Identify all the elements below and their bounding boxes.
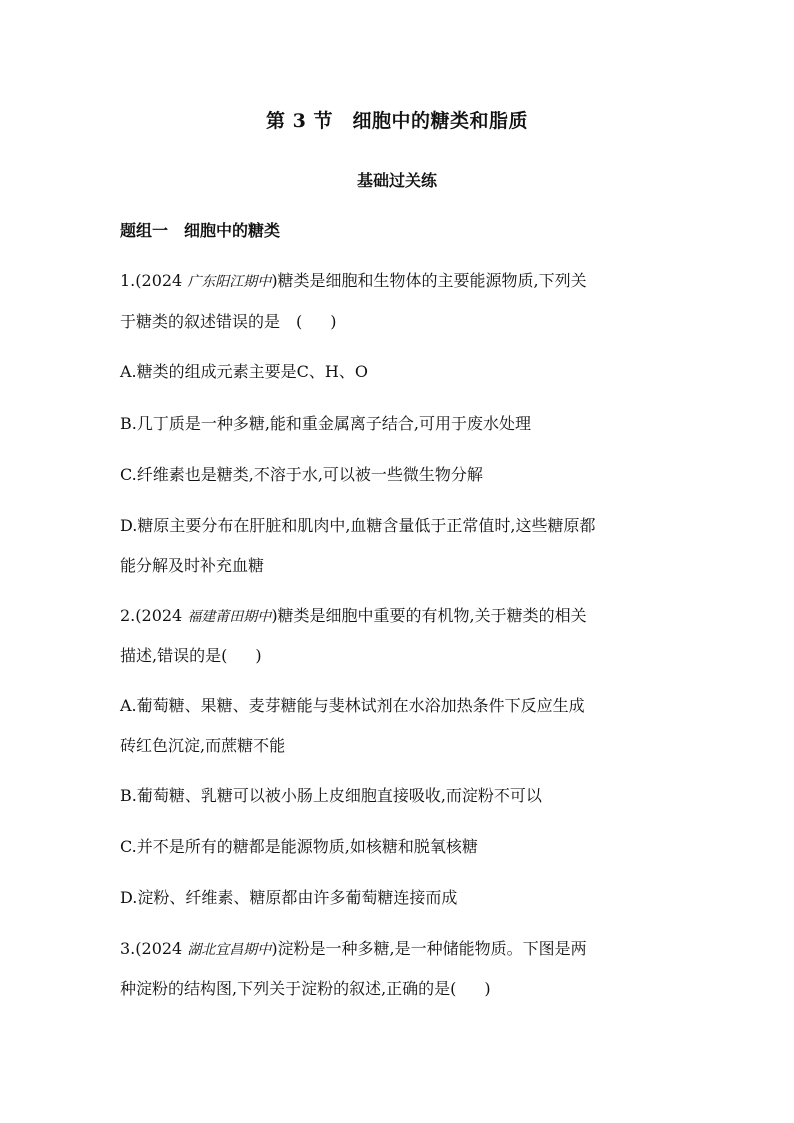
section-title: 第 3 节 细胞中的糖类和脂质 [266, 110, 528, 132]
question-stem: )淀粉是一种多糖,是一种储能物质。下图是两 [271, 939, 587, 958]
question-source: 福建莆田期中 [187, 609, 272, 625]
question-stem: 描述,错误的是( [120, 646, 228, 665]
group-heading: 题组一 细胞中的糖类 [120, 221, 281, 240]
answer-paren-close: ) [330, 312, 337, 331]
answer-paren-close: ) [255, 646, 262, 665]
question-1-stem-line-2 [120, 311, 690, 333]
question-1-option-d-line-2: 能分解及时补充血糖 [120, 556, 265, 575]
section-subtitle: 基础过关练 [356, 171, 437, 190]
question-2-option-a-line-2: 砖红色沉淀,而蔗糖不能 [120, 736, 286, 755]
question-3-stem-line-1 [120, 938, 690, 961]
question-stem: 种淀粉的结构图,下列关于淀粉的叙述,正确的是( [120, 979, 457, 998]
question-number: 3.(2024 [120, 939, 188, 958]
question-stem: 于糖类的叙述错误的是 ( [120, 312, 303, 331]
question-1-option-d-line-1: D.糖原主要分布在肝脏和肌肉中,血糖含量低于正常值时,这些糖原都 [120, 516, 596, 535]
question-3-stem-line-2 [120, 978, 690, 1000]
question-source: 湖北宜昌期中 [187, 942, 272, 958]
question-1-stem-line-1 [120, 270, 690, 293]
answer-paren-close: ) [484, 979, 491, 998]
question-stem: )糖类是细胞中重要的有机物,关于糖类的相关 [271, 606, 587, 625]
question-source: 广东阳江期中 [187, 274, 272, 290]
question-1-option-c: C.纤维素也是糖类,不溶于水,可以被一些微生物分解 [120, 465, 483, 484]
question-2-option-c: C.并不是所有的糖都是能源物质,如核糖和脱氧核糖 [120, 837, 478, 856]
question-2-option-b: B.葡萄糖、乳糖可以被小肠上皮细胞直接吸收,而淀粉不可以 [120, 786, 542, 805]
question-2-stem-line-2 [120, 645, 690, 667]
question-2-stem-line-1 [120, 605, 690, 628]
question-1-option-a: A.糖类的组成元素主要是C、H、O [120, 362, 368, 381]
question-2-option-a-line-1: A.葡萄糖、果糖、麦芽糖能与斐林试剂在水浴加热条件下反应生成 [120, 696, 585, 715]
question-2-option-d: D.淀粉、纤维素、糖原都由许多葡萄糖连接而成 [120, 888, 458, 907]
question-number: 2.(2024 [120, 606, 188, 625]
question-1-option-b: B.几丁质是一种多糖,能和重金属离子结合,可用于废水处理 [120, 414, 532, 433]
question-number: 1.(2024 [120, 271, 188, 290]
question-stem: )糖类是细胞和生物体的主要能源物质,下列关 [271, 271, 587, 290]
